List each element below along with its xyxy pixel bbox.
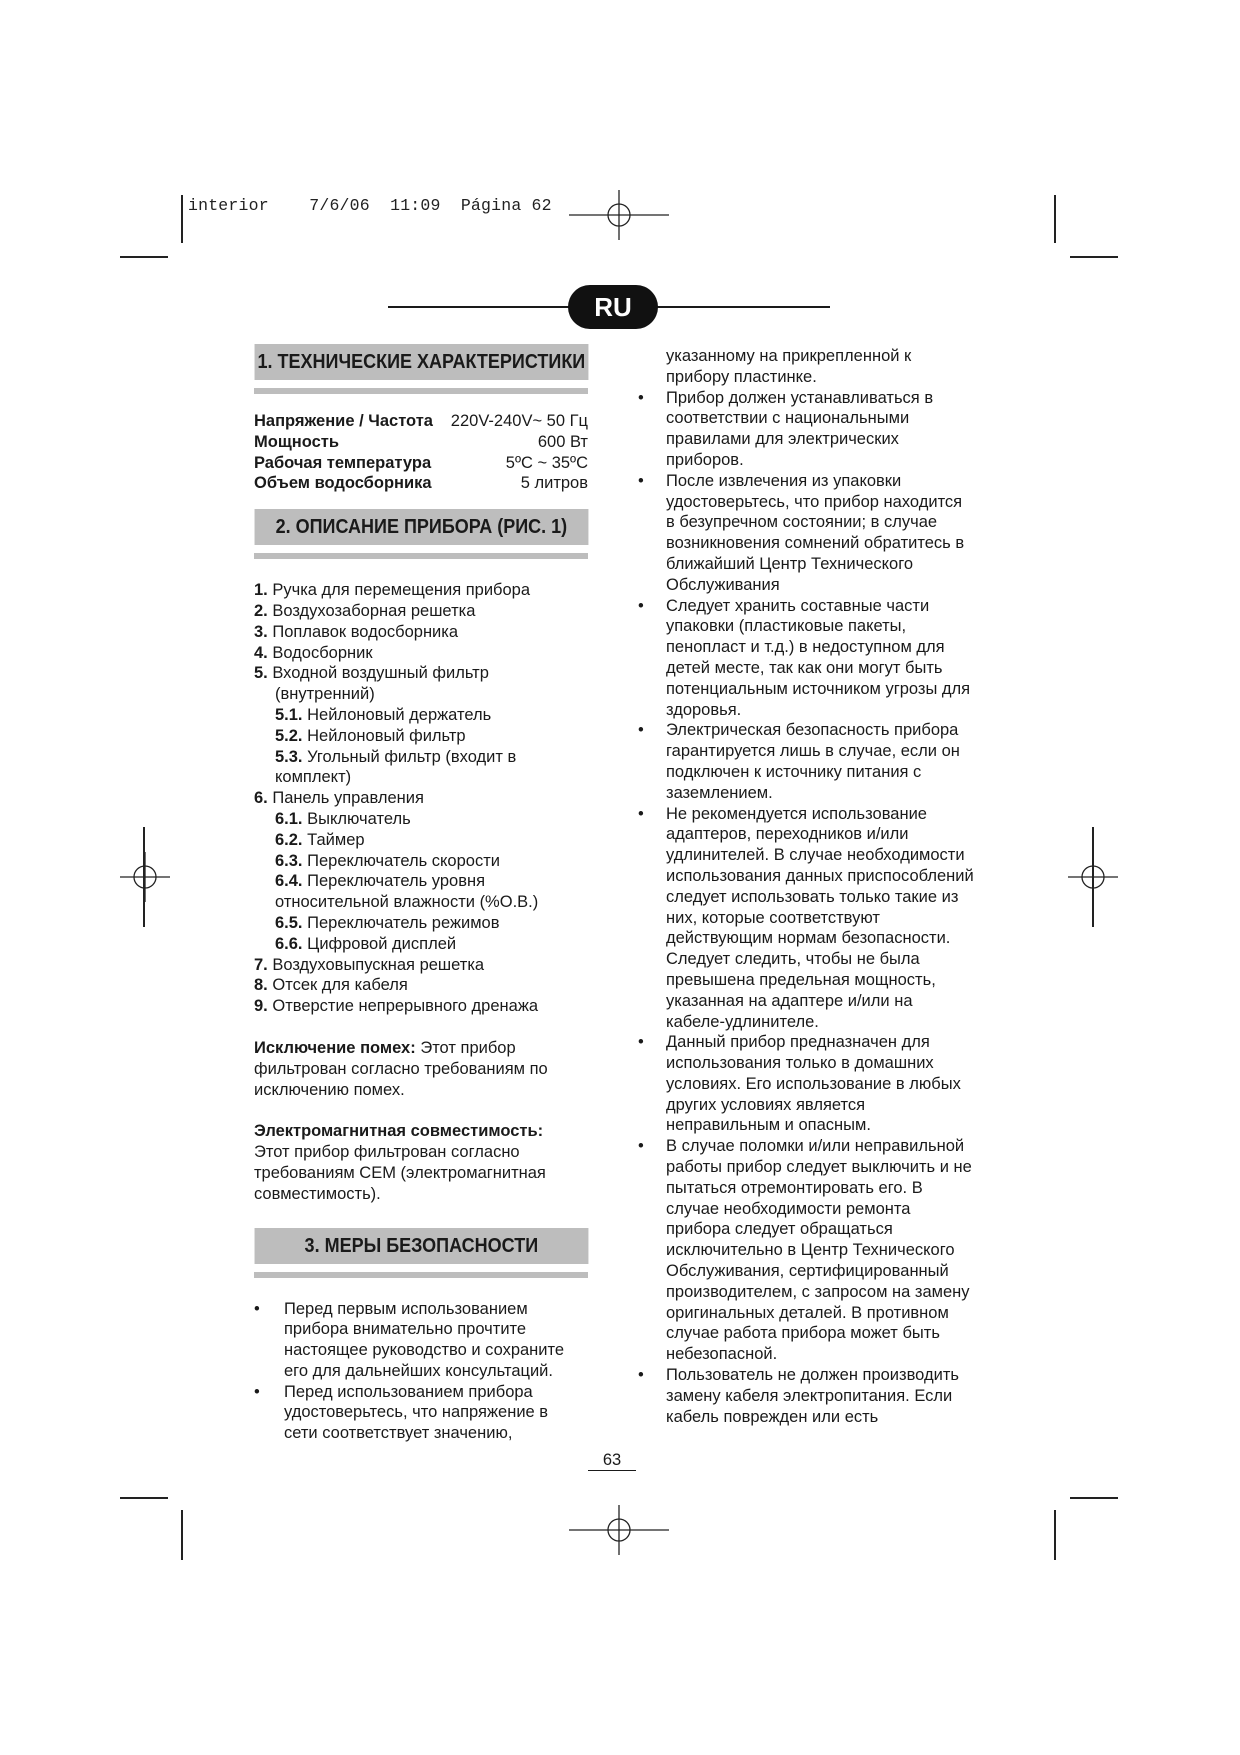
registration-mark-icon [569,190,669,240]
crop-mark [120,256,168,258]
crop-mark [120,1497,168,1499]
section-heading: 1. ТЕХНИЧЕСКИЕ ХАРАКТЕРИСТИКИ [254,344,588,380]
crop-mark [1070,1497,1118,1499]
parts-list [254,580,588,1017]
list-item: • Перед первым использованием прибора внимательно прочтите настоящее руководство и сохраните его для дальнейших консультаций. [254,1299,565,1380]
safety-list-left [254,1299,588,1445]
spec-row [254,432,588,453]
list-item: 6. Панель управления [254,789,424,808]
list-item: • После извлечения из упаковки удостоверьтесь, что прибор находится в безупречном состоянии; в случае возникновения сомнений обратитесь в ближайший Центр Технического Обслуживания [638,471,965,594]
emc-note: Электромагнитная совместимость: Этот прибор фильтрован согласно требованиям CEM (электромагнитная совместимость). [254,1122,546,1203]
spec-value: 600 Вт [537,432,588,451]
crop-mark [1070,256,1118,258]
spec-value: 220V-240V~ 50 Гц [450,412,588,430]
crop-mark [1054,1510,1056,1560]
list-item: • Следует хранить составные части упаковки (пластиковые пакеты, пенопласт и т.д.) в недоступном для детей месте, так как они могут быть потенциальным источником угрозы для здоровья. [638,596,971,719]
spec-row [254,453,588,474]
list-item: • Прибор должен устанавливаться в соответствии с национальными правилами для электрических приборов. [638,388,934,469]
section-heading: 2. ОПИСАНИЕ ПРИБОРА (РИС. 1) [254,509,588,545]
list-item: • В случае поломки и/или неправильной работы прибор следует выключить и не пытаться отремонтировать его. В случае необходимости ремонта прибора следует обращаться исключительно в Центр Технического Обслуживания, сертифицированный производителем, с запросом на замену оригинальных деталей. В противном случае работа прибора может быть небезопасной. [638,1137,972,1364]
list-item: 4. Водосборник [254,643,373,662]
spec-label: Объем водосборника [254,474,432,493]
spec-label: Мощность [254,432,339,451]
header-rule [388,306,578,308]
list-item: 5. Входной воздушный фильтр (внутренний) [254,664,489,704]
list-item: 5.3. Угольный фильтр (входит в комплект) [275,747,517,787]
list-item: 8. Отсек для кабеля [254,976,408,995]
list-item: 6.2. Таймер [275,830,365,849]
section-rule [254,1272,588,1278]
spec-label: Напряжение / Частота [254,412,433,430]
spec-table [254,411,588,494]
crop-mark [181,1510,183,1560]
interference-note: Исключение помех: Этот прибор фильтрован согласно требованиям по исключению помех. [254,1038,548,1099]
list-item: 6.1. Выключатель [275,809,411,828]
list-item: 7. Воздуховыпускная решетка [254,955,485,974]
registration-mark-icon [120,852,170,902]
spec-value: 5ºC ~ 35ºC [505,453,588,472]
list-item: • Данный прибор предназначен для использования только в домашних условиях. Его использование в любых других условиях является неправильным и опасным. [638,1033,961,1135]
section-rule [254,388,588,394]
crop-mark [181,195,183,243]
spec-row [254,473,588,494]
page-number: 63 [588,1450,636,1471]
list-item: 2. Воздухозаборная решетка [254,601,476,620]
list-item: • Пользователь не должен производить замену кабеля электропитания. Если кабель поврежден или есть [638,1366,959,1426]
list-item: 6.4. Переключатель уровня относительной влажности (%О.В.) [275,872,539,912]
list-item: 5.2. Нейлоновый фильтр [275,726,466,745]
list-item: 3. Поплавок водосборника [254,622,459,641]
list-item: 6.5. Переключатель режимов [275,913,500,932]
registration-mark-icon [1068,852,1118,902]
crop-mark [1054,195,1056,243]
header-rule [648,306,830,308]
list-item: • Не рекомендуется использование адаптеров, переходников и/или удлинителей. В случае необходимости использования данных приспособлений следует использовать только такие из них, которые соответствуют действующим нормам безопасности. Следует следить, чтобы не была превышена предельная мощность, указанная на адаптере и/или на кабеле-удлинителе. [638,804,974,1031]
print-slug: interior 7/6/06 11:09 Página 62 [188,196,552,215]
spec-row [254,411,588,432]
language-badge: RU [568,285,658,329]
list-item: 9. Отверстие непрерывного дренажа [254,997,539,1016]
spec-label: Рабочая температура [254,453,432,472]
right-column [638,346,1000,1427]
list-item: 5.1. Нейлоновый держатель [275,705,492,724]
registration-mark-icon [569,1505,669,1555]
list-item: 6.3. Переключатель скорости [275,851,500,870]
list-item: 1. Ручка для перемещения прибора [254,581,531,600]
section-rule [254,553,588,559]
list-item: • Электрическая безопасность прибора гарантируется лишь в случае, если он подключен к источнику питания с заземлением. [638,721,960,802]
list-item: 6.6. Цифровой дисплей [275,934,457,953]
left-column [254,344,588,1444]
section-heading: 3. МЕРЫ БЕЗОПАСНОСТИ [254,1228,588,1264]
list-item-continued: указанному на прикрепленной к прибору пластинке. [666,347,912,386]
list-item: • Перед использованием прибора удостоверьтесь, что напряжение в сети соответствует значению, [254,1382,549,1443]
spec-value: 5 литров [520,474,588,493]
